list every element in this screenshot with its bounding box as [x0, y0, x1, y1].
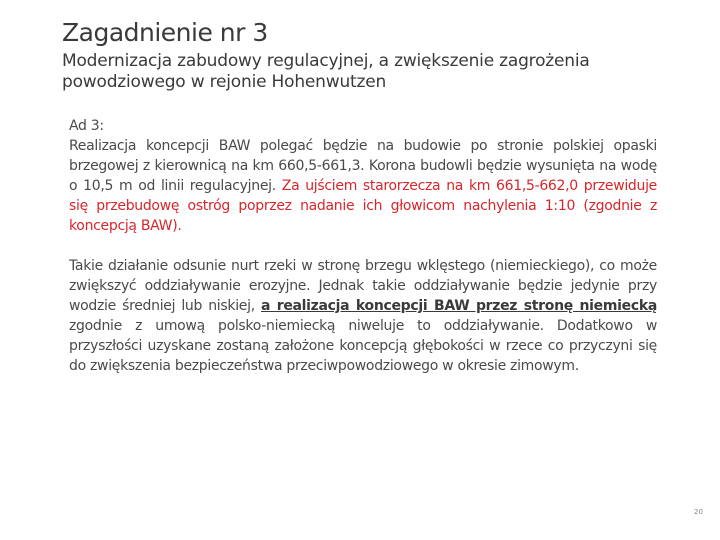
slide-content [69, 116, 657, 376]
slide-subtitle: Modernizacja zabudowy regulacyjnej, a zwiększenie zagrożenia powodziowego w rejonie Hohenwutzen [62, 51, 590, 92]
paragraph-1-text: Realizacja koncepcji BAW polegać będzie na budowie po stronie polskiej opaski brzegowej z kierownicą na km 660,5-661,3. Korona budowli będzie wysunięta na wodę o 10,5 m od linii regulacyjnej. [69, 138, 657, 194]
paragraph-2-text-start: Takie działanie odsunie nurt rzeki w stronę brzegu wklęstego (niemieckiego), co może zwiększyć oddziaływanie erozyjne. Jednak takie oddziaływanie będzie jedynie przy wodzie średniej lub niskiej, [69, 258, 657, 314]
page-number: 20 [694, 508, 703, 516]
paragraph-2-text-end: zgodnie z umową polsko-niemiecką niweluje to oddziaływanie. Dodatkowo w przyszłości uzyskane zostaną założone koncepcją głębokości w rzece co przyczyni się do zwiększenia bezpieczeństwa przeciwpowodziowego w okresie zimowym. [69, 318, 657, 374]
section-heading: Ad 3: [69, 118, 104, 134]
paragraph-2-emphasis: a realizacja koncepcji BAW przez stronę niemiecką [261, 298, 657, 314]
paragraph-1-highlight: Za ujściem starorzecza na km 661,5-662,0 przewiduje się przebudowę ostróg poprzez nadanie ich głowicom nachylenia 1:10 (zgodnie z koncepcją BAW). [69, 178, 657, 234]
slide-title: Zagadnienie nr 3 [62, 18, 268, 47]
paragraph-1 [69, 116, 657, 236]
paragraph-2 [69, 256, 657, 376]
